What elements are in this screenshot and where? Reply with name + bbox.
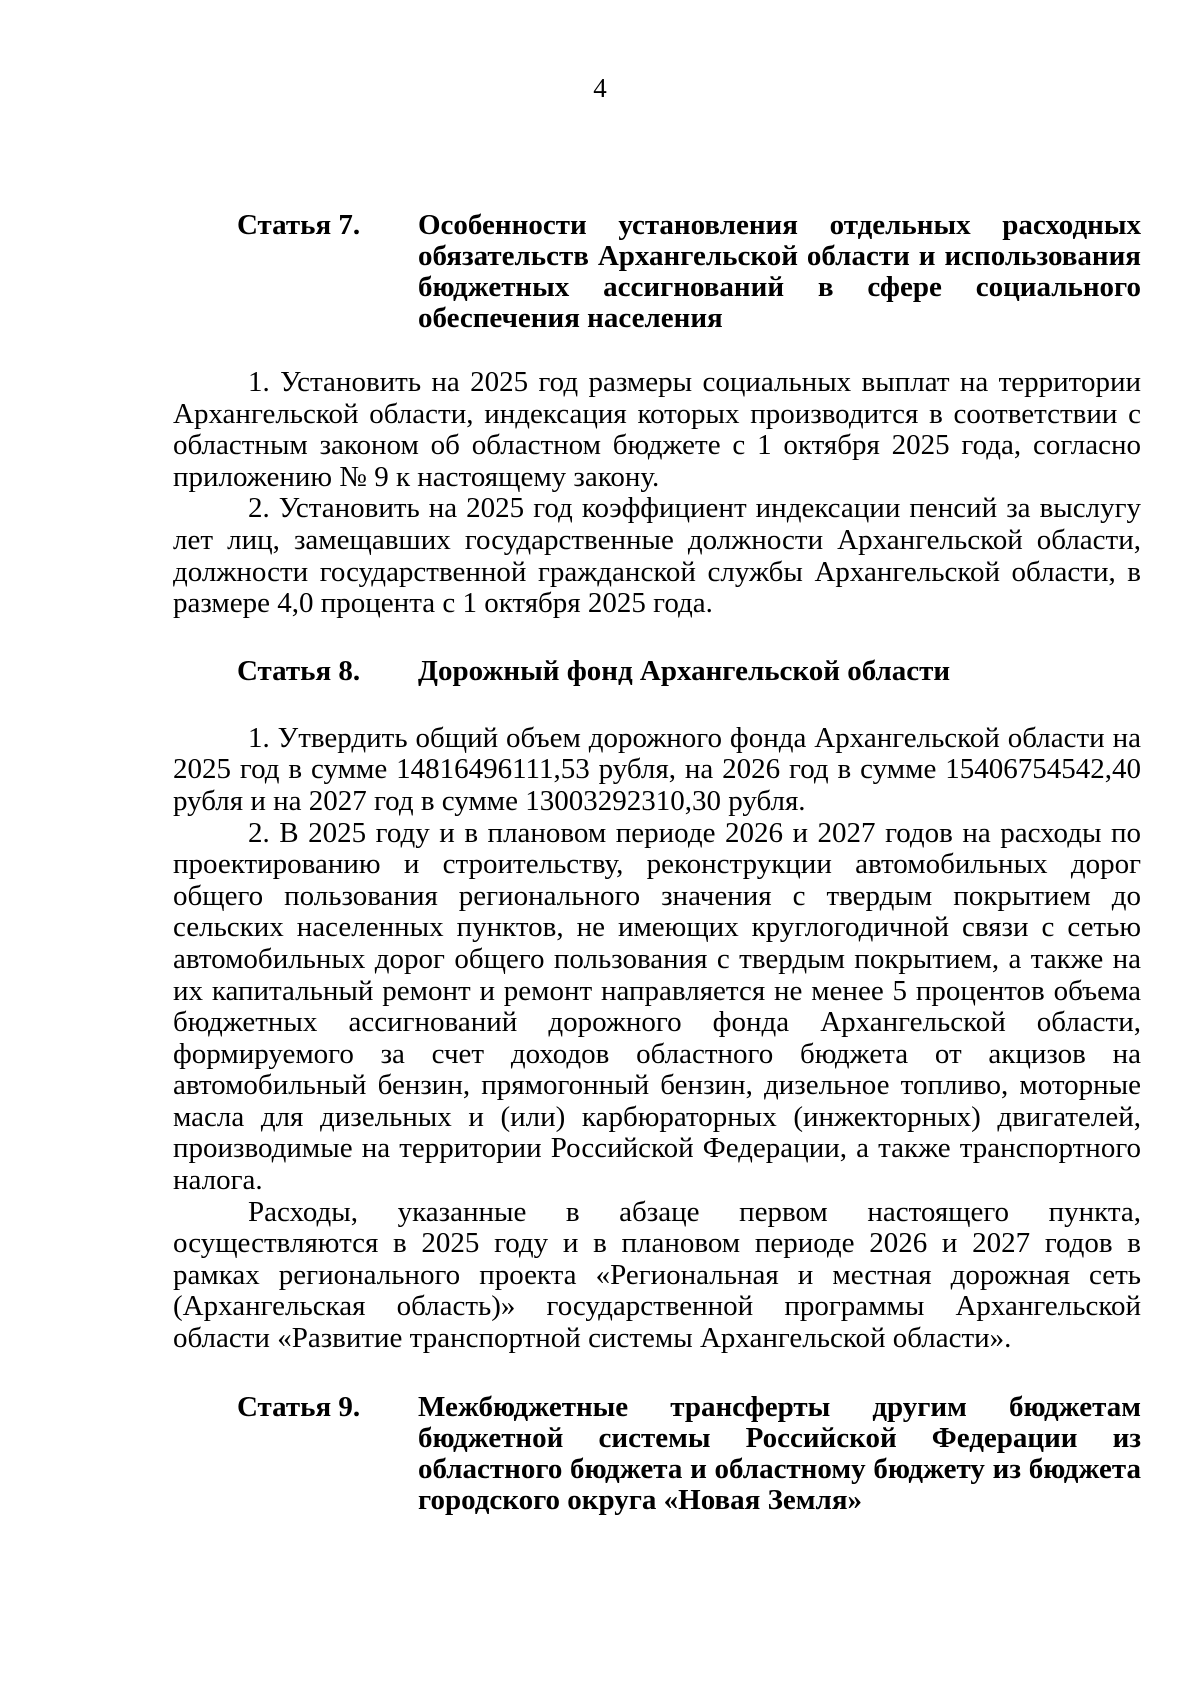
article-8-label: Статья 8. (237, 654, 361, 687)
document-body (173, 210, 1141, 1516)
article-7-heading (173, 210, 1141, 334)
article-8-paragraph-1: 1. Утвердить общий объем дорожного фонда Архангельской области на 2025 год в сумме 14816496111,53 рубля, на 2026 год в сумме 15406754542,40 рубля и на 2027 год в сумме 13003292310,30 рубля. (173, 721, 1141, 817)
article-7-label: Статья 7. (237, 209, 361, 241)
article-9-heading (173, 1392, 1141, 1516)
article-9-label: Статья 9. (237, 1390, 361, 1423)
article-8-heading (173, 656, 1141, 687)
article-7-paragraph-2: 2. Установить на 2025 год коэффициент индексации пенсий за выслугу лет лиц, замещавших государственные должности Архангельской области, должности государственной гражданской службы Архангельской области, в размере 4,0 процента с 1 октября 2025 года. (173, 492, 1141, 620)
page-number: 4 (593, 73, 607, 103)
article-8-paragraph-3: Расходы, указанные в абзаце первом настоящего пункта, осуществляются в 2025 году и в плановом периоде 2026 и 2027 годов в рамках регионального проекта «Региональная и местная дорожная сеть (Архангельская область)» государственной программы Архангельской области «Развитие транспортной системы Архангельской области». (173, 1195, 1141, 1355)
article-7-title: Особенности установления отдельных расходных обязательств Архангельской области и использования бюджетных ассигнований в сфере социального обеспечения населения (418, 209, 1141, 334)
article-8-title: Дорожный фонд Архангельской области (418, 654, 951, 687)
article-7-paragraph-1: 1. Установить на 2025 год размеры социальных выплат на территории Архангельской области, индексация которых производится в соответствии с областным законом об областном бюджете с 1 октября 2025 года, согласно приложению № 9 к настоящему закону. (173, 366, 1141, 493)
article-9-title: Межбюджетные трансферты другим бюджетам бюджетной системы Российской Федерации из областного бюджета и областному бюджету из бюджета городского округа «Новая Земля» (418, 1390, 1141, 1516)
article-8-paragraph-2: 2. В 2025 году и в плановом периоде 2026 и 2027 годов на расходы по проектированию и строительству, реконструкции автомобильных дорог общего пользования регионального значения с твердым покрытием до сельских населенных пунктов, не имеющих круглогодичной связи с сетью автомобильных дорог общего пользования с твердым покрытием, а также на их капитальный ремонт и ремонт направляется не менее 5 процентов объема бюджетных ассигнований дорожного фонда Архангельской области, формируемого за счет доходов областного бюджета от акцизов на автомобильный бензин, прямогонный бензин, дизельное топливо, моторные масла для дизельных и (или) карбюраторных (инжекторных) двигателей, производимые на территории Российской Федерации, а также транспортного налога. (173, 816, 1141, 1197)
